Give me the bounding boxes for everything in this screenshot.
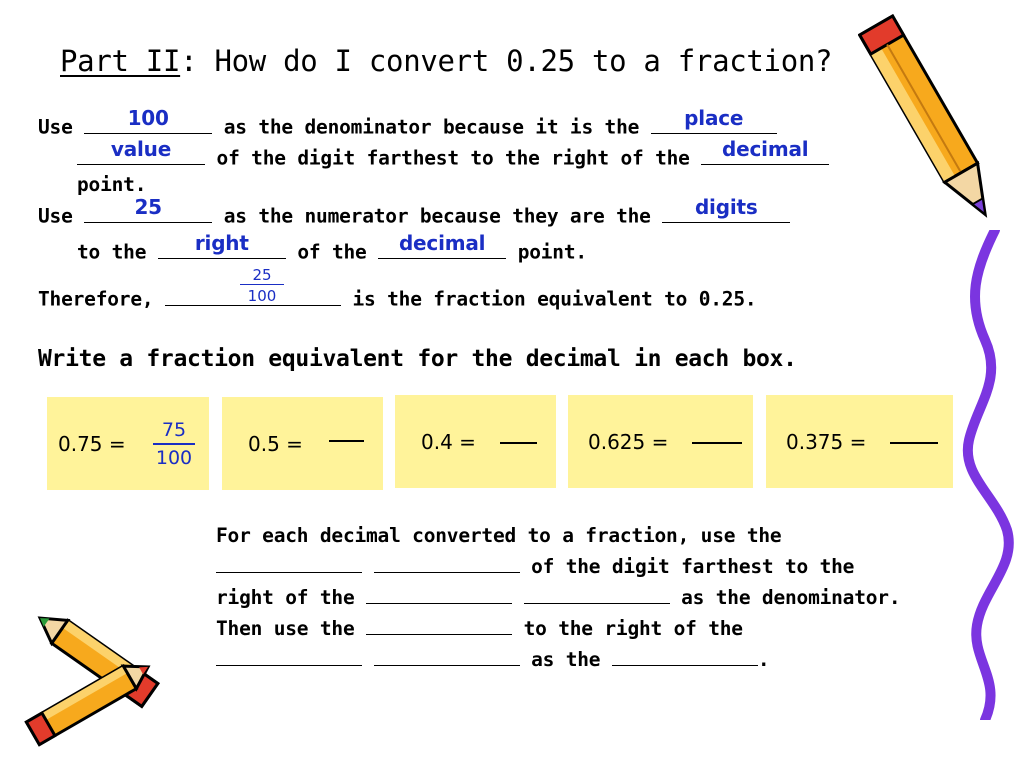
text-point-2: point. <box>517 240 587 264</box>
box-2-label: 0.5 = <box>248 432 303 456</box>
box-1-fraction-bar <box>153 443 195 445</box>
rule-paragraph <box>216 520 900 675</box>
box-3-label: 0.4 = <box>421 430 476 454</box>
rule-text-3b: as the denominator. <box>681 586 901 609</box>
rule-blank-3[interactable] <box>366 584 512 604</box>
box-5-fraction-bar[interactable] <box>890 442 938 444</box>
answer-decimal-2: decimal <box>398 230 486 255</box>
box-1-numerator: 75 <box>161 419 187 441</box>
rule-blank-8[interactable] <box>612 646 758 666</box>
text-of-the: of the <box>297 240 367 264</box>
rule-text-3a: right of the <box>216 586 355 609</box>
decimal-box-4[interactable] <box>568 395 753 488</box>
rule-text-5b: . <box>757 648 770 671</box>
blank-value[interactable] <box>77 136 205 165</box>
answer-fraction-numerator: 25 <box>252 266 272 284</box>
sentence1-line2 <box>77 136 829 170</box>
answer-right: right <box>194 230 249 255</box>
rule-text-4a: Then use the <box>216 617 355 640</box>
box-1-denominator: 100 <box>155 447 193 469</box>
rule-line-1: For each decimal converted to a fraction, use the <box>216 524 782 547</box>
title-part: Part II <box>60 44 181 78</box>
blank-denominator[interactable] <box>84 105 212 134</box>
blank-decimal-2[interactable] <box>378 230 506 259</box>
page-title <box>60 44 832 78</box>
blank-place[interactable] <box>651 105 777 134</box>
answer-place: place <box>684 105 744 130</box>
box-4-label: 0.625 = <box>588 430 669 454</box>
text-denominator-reason: as the denominator because it is the <box>223 115 640 139</box>
rule-blank-5[interactable] <box>366 615 512 635</box>
squiggle-border-icon <box>955 230 1024 720</box>
rule-line-5 <box>216 644 900 675</box>
rule-line-4 <box>216 613 900 644</box>
rule-blank-6[interactable] <box>216 646 362 666</box>
rule-blank-1[interactable] <box>216 553 362 573</box>
text-digit-farthest: of the digit farthest to the right of the <box>216 146 690 170</box>
sentence3 <box>38 285 756 311</box>
sentence2-line2 <box>77 230 587 264</box>
blank-digits[interactable] <box>662 194 790 223</box>
blank-numerator[interactable] <box>84 194 212 223</box>
instruction-heading: Write a fraction equivalent for the decimal in each box. <box>38 346 797 372</box>
answer-denominator: 100 <box>127 105 169 130</box>
text-therefore: Therefore, <box>38 287 154 311</box>
text-use: Use <box>38 115 73 139</box>
box-4-fraction-bar[interactable] <box>692 442 742 444</box>
box-5-label: 0.375 = <box>786 430 867 454</box>
rule-blank-4[interactable] <box>524 584 670 604</box>
answer-fraction-denominator: 100 <box>247 287 277 305</box>
answer-value: value <box>110 136 172 161</box>
text-to-the: to the <box>77 240 147 264</box>
text-fraction-equivalent: is the fraction equivalent to 0.25. <box>352 287 757 311</box>
rule-line-2 <box>216 551 900 582</box>
answer-decimal-1: decimal <box>722 136 809 161</box>
decimal-box-2[interactable] <box>222 397 383 490</box>
rule-blank-7[interactable] <box>374 646 520 666</box>
text-use-2: Use <box>38 204 73 228</box>
decimal-box-1[interactable] <box>47 397 209 490</box>
rule-blank-2[interactable] <box>374 553 520 573</box>
blank-decimal-1[interactable] <box>701 136 829 165</box>
rule-text-5a: as the <box>531 648 601 671</box>
rule-line-3 <box>216 582 900 613</box>
blank-right[interactable] <box>158 230 286 259</box>
sentence1-line3: point. <box>77 173 147 196</box>
rule-text-4b: to the right of the <box>523 617 743 640</box>
answer-digits: digits <box>694 194 758 219</box>
box-1-label: 0.75 = <box>58 432 126 456</box>
decimal-box-3[interactable] <box>395 395 556 488</box>
crayon-icon <box>0 615 160 765</box>
box-3-fraction-bar[interactable] <box>500 442 537 444</box>
answer-numerator: 25 <box>134 194 162 219</box>
rule-text-2: of the digit farthest to the <box>531 555 855 578</box>
pencil-icon <box>858 2 1008 242</box>
sentence2-line1 <box>38 194 790 228</box>
title-question: : How do I convert 0.25 to a fraction? <box>180 44 833 78</box>
box-2-fraction-bar[interactable] <box>329 440 364 442</box>
blank-fraction[interactable] <box>165 285 341 306</box>
decimal-box-5[interactable] <box>766 395 953 488</box>
sentence1-line1 <box>38 105 777 139</box>
text-numerator-reason: as the numerator because they are the <box>223 204 651 228</box>
